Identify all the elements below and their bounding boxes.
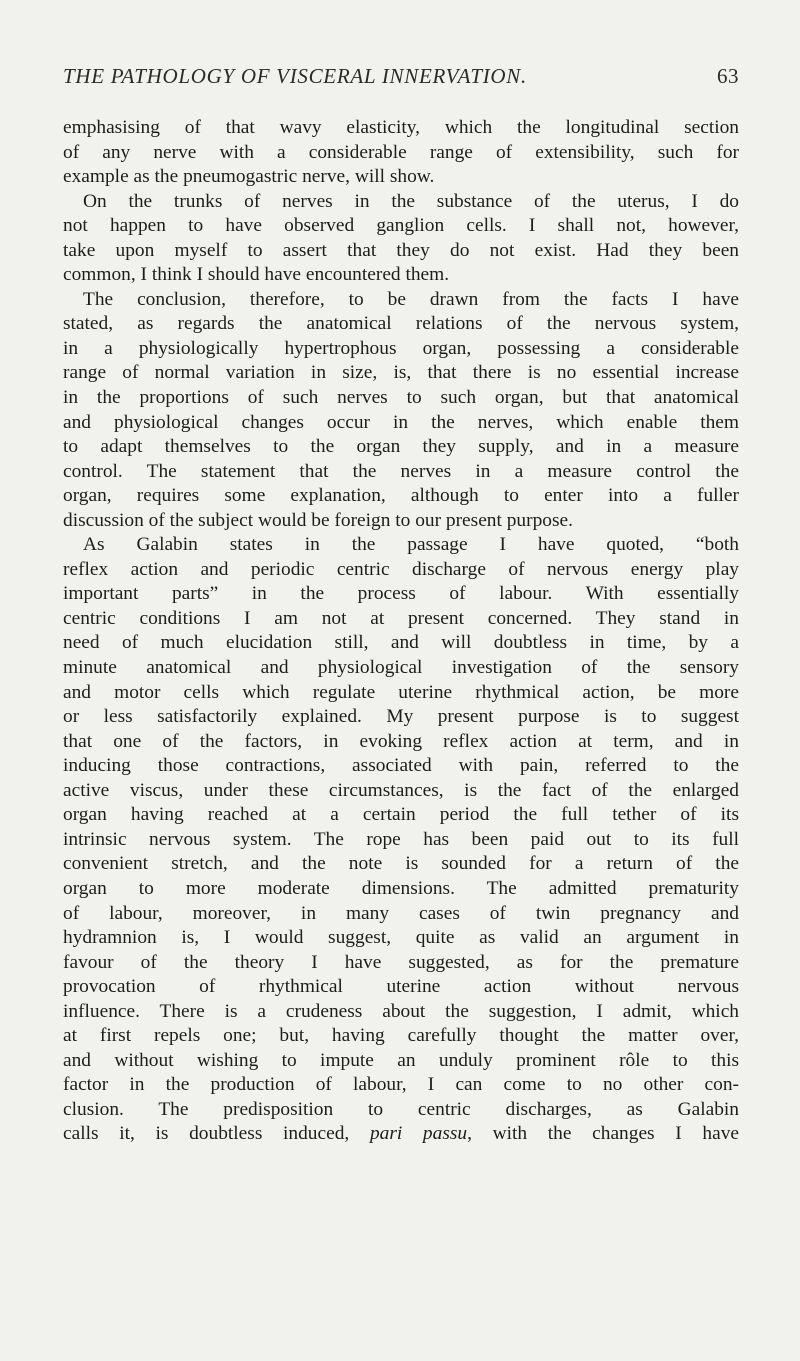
text-line: example as the pneumogastric nerve, will show. bbox=[63, 166, 435, 188]
text-line: at first repels one; but, having carefully thought the matter over, bbox=[63, 1025, 739, 1047]
text-line: provocation of rhythmical uterine action without nervous bbox=[63, 976, 739, 998]
text-line: not happen to have observed ganglion cells. I shall not, however, bbox=[63, 215, 739, 237]
text-line: of any nerve with a considerable range of extensibility, such for bbox=[63, 141, 739, 163]
page-number: 63 bbox=[717, 64, 739, 88]
text-line: factor in the production of labour, I can come to no other con- bbox=[63, 1074, 739, 1096]
text-line: minute anatomical and physiological investigation of the sensory bbox=[63, 657, 739, 679]
text-line: control. The statement that the nerves in a measure control the bbox=[63, 460, 739, 482]
text-line: important parts” in the process of labour. With essentially bbox=[63, 583, 739, 605]
text-line: favour of the theory I have suggested, as for the premature bbox=[63, 951, 739, 973]
running-title: THE PATHOLOGY OF VISCERAL INNERVATION. bbox=[63, 64, 527, 88]
text-line: of labour, moreover, in many cases of twin pregnancy and bbox=[63, 902, 739, 924]
text-line: common, I think I should have encountered them. bbox=[63, 264, 450, 286]
text-line: organ having reached at a certain period the full tether of its bbox=[63, 804, 739, 826]
latin-phrase-italic: pari passu bbox=[369, 1123, 468, 1145]
text-line: centric conditions I am not at present concerned. They stand in bbox=[63, 607, 739, 629]
text-line: reflex action and periodic centric discharge of nervous energy play bbox=[63, 558, 739, 580]
text-run: , with the changes I have bbox=[467, 1123, 739, 1145]
running-head bbox=[63, 64, 739, 92]
text-line: On the trunks of nerves in the substance of the uterus, I do bbox=[83, 190, 739, 212]
text-line: need of much elucidation still, and will doubtless in time, by a bbox=[63, 632, 739, 654]
text-line: range of normal variation in size, is, that there is no essential increase bbox=[63, 362, 739, 384]
text-line: intrinsic nervous system. The rope has been paid out to its full bbox=[63, 828, 739, 850]
text-line: stated, as regards the anatomical relations of the nervous system, bbox=[63, 313, 739, 335]
text-line: in the proportions of such nerves to such organ, but that anatomical bbox=[63, 387, 739, 409]
text-line: The conclusion, therefore, to be drawn from the facts I have bbox=[83, 288, 739, 310]
text-line: clusion. The predisposition to centric discharges, as Galabin bbox=[63, 1098, 739, 1120]
body-text bbox=[63, 116, 739, 1147]
text-line: that one of the factors, in evoking reflex action at term, and in bbox=[63, 730, 739, 752]
text-line: organ to more moderate dimensions. The admitted prematurity bbox=[63, 877, 739, 899]
text-line: emphasising of that wavy elasticity, which the longitudinal section bbox=[63, 117, 739, 138]
text-line: convenient stretch, and the note is sounded for a return of the bbox=[63, 853, 739, 875]
text-line: in a physiologically hypertrophous organ, possessing a considerable bbox=[63, 337, 739, 359]
text-line: influence. There is a crudeness about the suggestion, I admit, which bbox=[63, 1000, 739, 1022]
text-line: discussion of the subject would be foreign to our present purpose. bbox=[63, 509, 573, 531]
text-line bbox=[63, 1122, 739, 1147]
text-line: to adapt themselves to the organ they supply, and in a measure bbox=[63, 436, 739, 458]
text-line: inducing those contractions, associated with pain, referred to the bbox=[63, 755, 739, 777]
text-line: organ, requires some explanation, although to enter into a fuller bbox=[63, 485, 739, 507]
text-line: and physiological changes occur in the nerves, which enable them bbox=[63, 411, 739, 433]
text-line: active viscus, under these circumstances, is the fact of the enlarged bbox=[63, 779, 739, 801]
text-line: hydramnion is, I would suggest, quite as valid an argument in bbox=[63, 927, 739, 949]
text-line: and motor cells which regulate uterine rhythmical action, be more bbox=[63, 681, 739, 703]
text-run: calls it, is doubtless induced, bbox=[63, 1123, 370, 1145]
text-line: and without wishing to impute an unduly prominent rôle to this bbox=[63, 1049, 739, 1071]
text-line: As Galabin states in the passage I have quoted, “both bbox=[83, 534, 739, 556]
text-line: or less satisfactorily explained. My present purpose is to suggest bbox=[63, 706, 739, 728]
text-line: take upon myself to assert that they do not exist. Had they been bbox=[63, 239, 739, 261]
